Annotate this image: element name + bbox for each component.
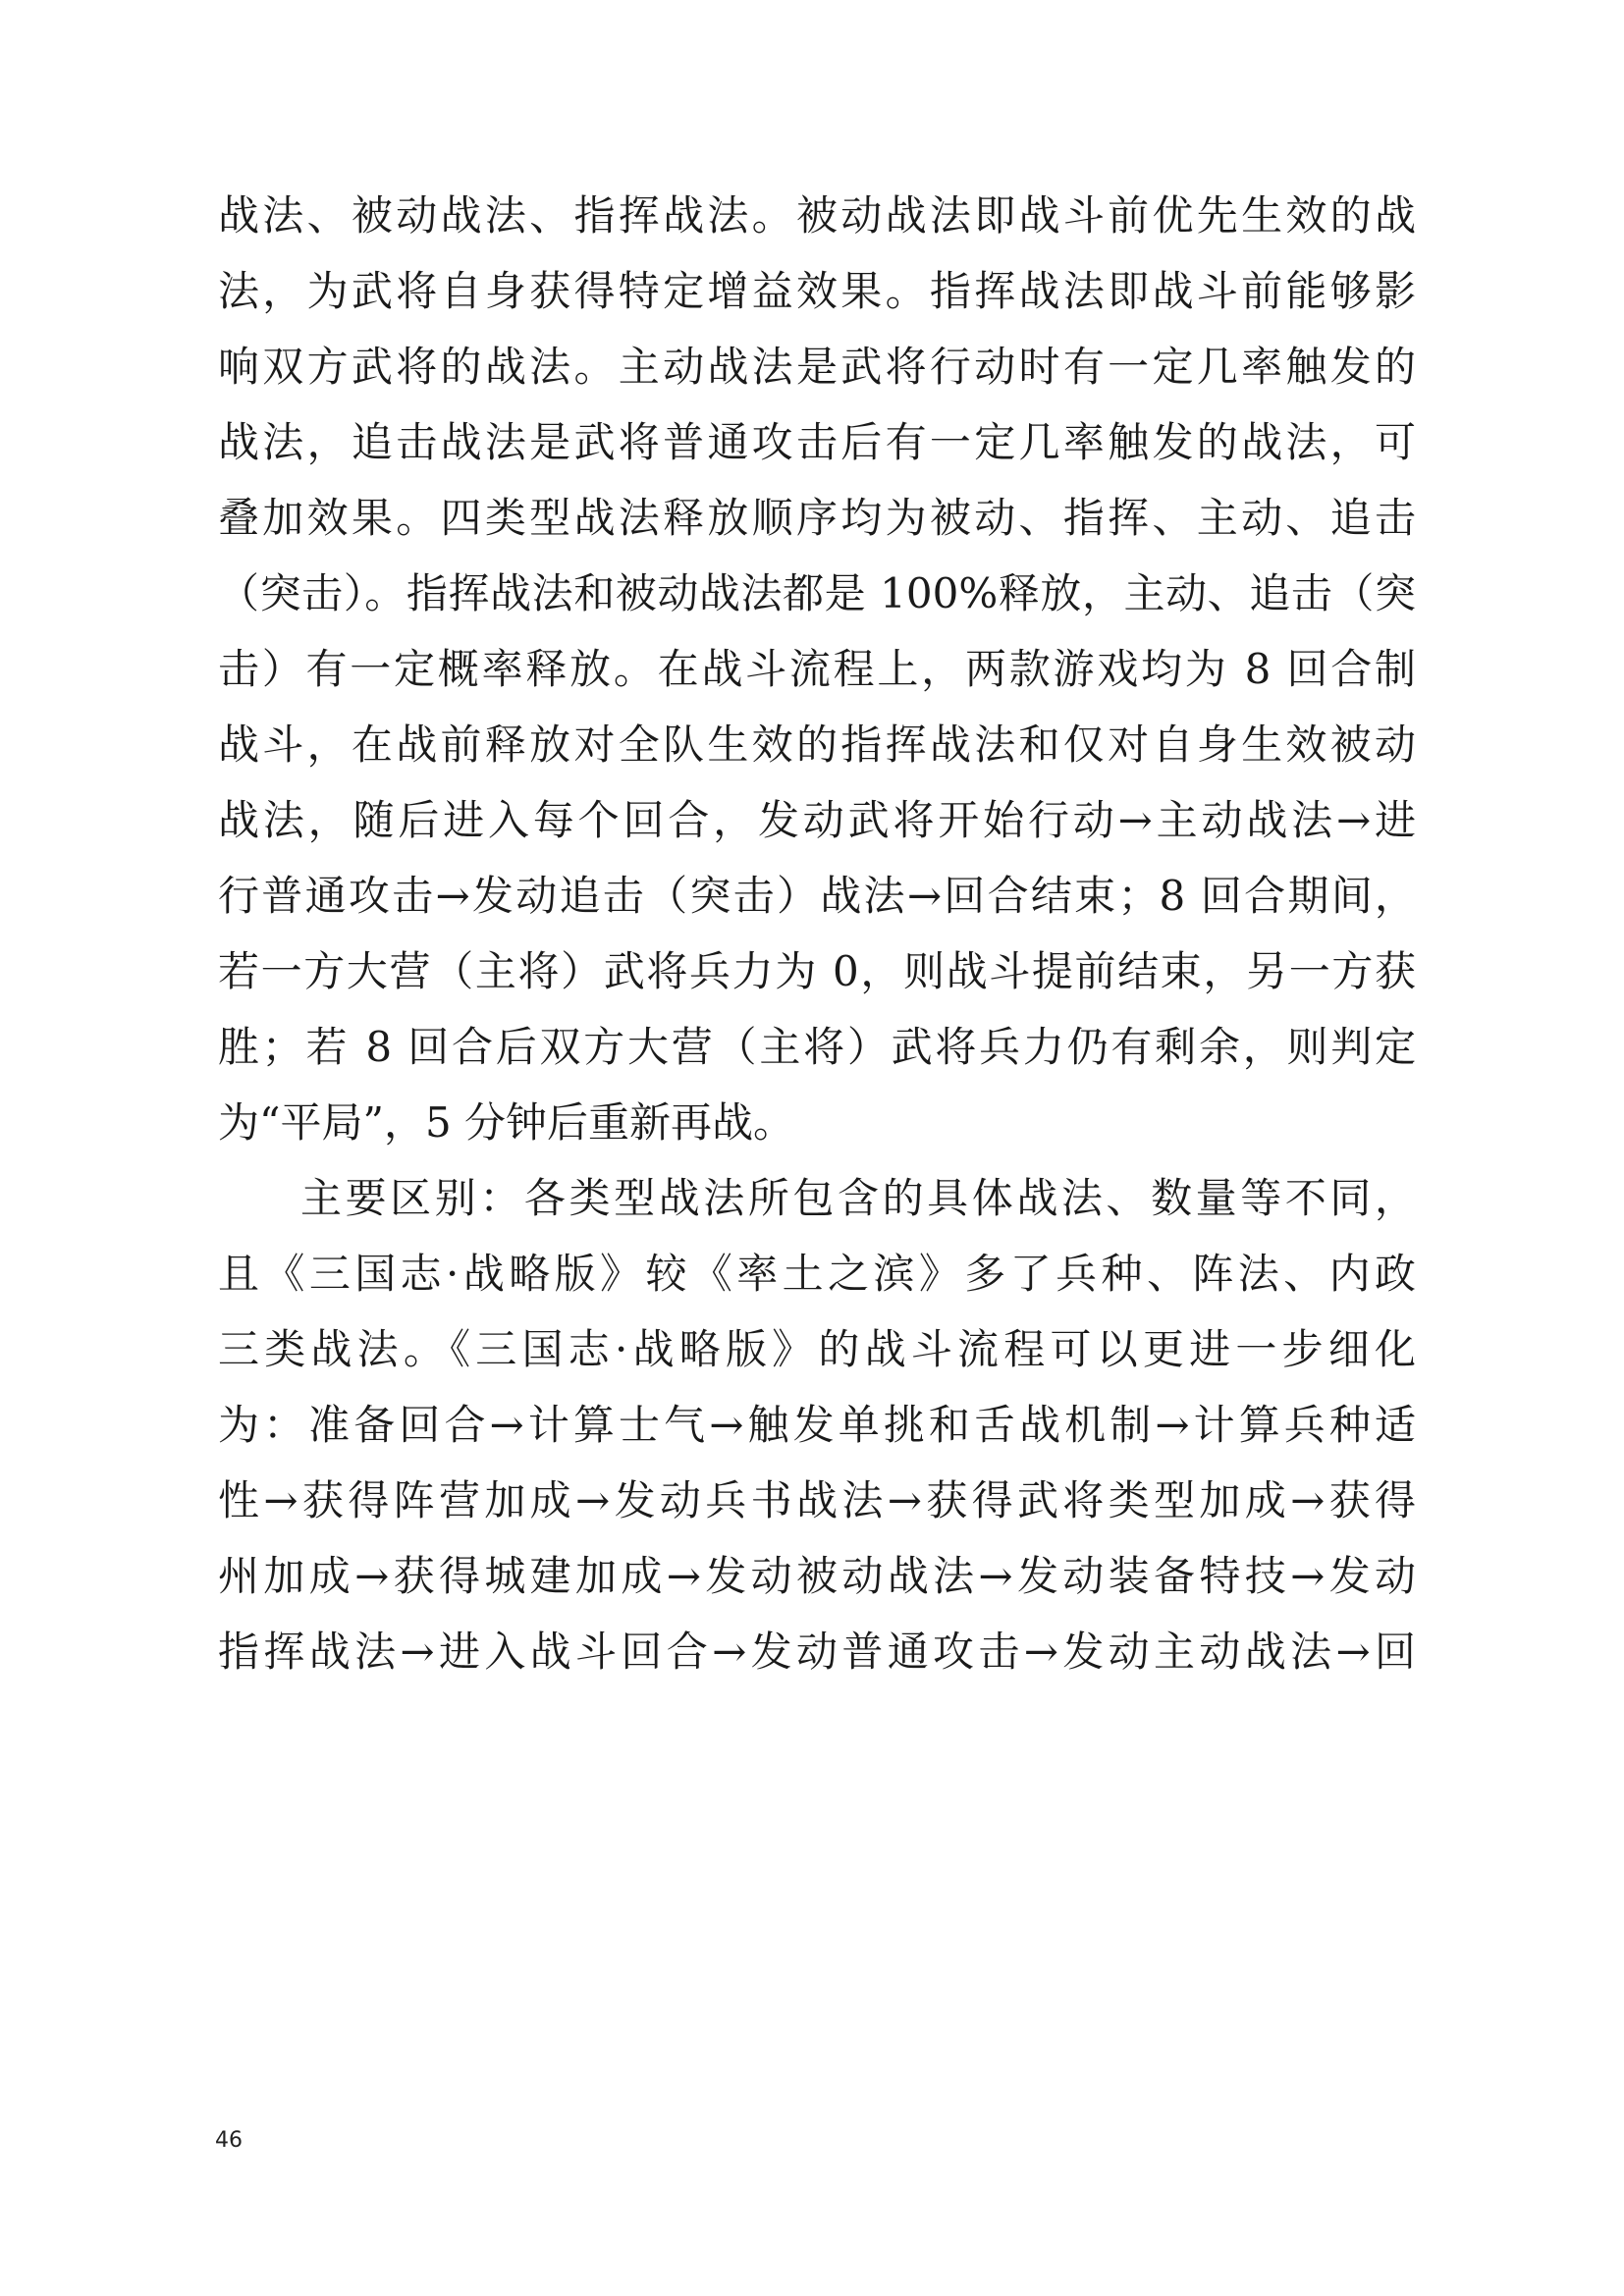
text-line: （突击）。指挥战法和被动战法都是 100%释放，主动、追击（突 — [218, 569, 1416, 617]
text-line: 三类战法。《三国志·战略版》的战斗流程可以更进一步细化 — [218, 1325, 1416, 1373]
text-line: 若一方大营（主将）武将兵力为 0，则战斗提前结束，另一方获 — [218, 947, 1416, 995]
text-line: 性→获得阵营加成→发动兵书战法→获得武将类型加成→获得 — [218, 1476, 1416, 1524]
text-line: 州加成→获得城建加成→发动被动战法→发动装备特技→发动 — [218, 1552, 1416, 1600]
text-line: 胜；若 8 回合后双方大营（主将）武将兵力仍有剩余，则判定 — [218, 1023, 1416, 1071]
text-line: 叠加效果。四类型战法释放顺序均为被动、指挥、主动、追击 — [218, 494, 1416, 542]
text-line: 战法、被动战法、指挥战法。被动战法即战斗前优先生效的战 — [218, 191, 1416, 240]
text-line: 战法，追击战法是武将普通攻击后有一定几率触发的战法，可 — [218, 418, 1416, 466]
text-line: 指挥战法→进入战斗回合→发动普通攻击→发动主动战法→回 — [218, 1628, 1416, 1676]
text-line: 为：准备回合→计算士气→触发单挑和舌战机制→计算兵种适 — [218, 1401, 1416, 1449]
text-line: 战法，随后进入每个回合，发动武将开始行动→主动战法→进 — [218, 796, 1416, 844]
text-line: 为“平局”，5 分钟后重新再战。 — [218, 1098, 795, 1147]
text-line: 响双方武将的战法。主动战法是武将行动时有一定几率触发的 — [218, 343, 1416, 391]
text-line: 击）有一定概率释放。在战斗流程上，两款游戏均为 8 回合制 — [218, 645, 1416, 693]
text-line: 主要区别：各类型战法所包含的具体战法、数量等不同， — [300, 1174, 1416, 1222]
text-line: 法，为武将自身获得特定增益效果。指挥战法即战斗前能够影 — [218, 267, 1416, 315]
text-line: 且《三国志·战略版》较《率土之滨》多了兵种、阵法、内政 — [218, 1250, 1416, 1298]
text-line: 行普通攻击→发动追击（突击）战法→回合结束；8 回合期间， — [218, 872, 1416, 920]
page-number: 46 — [215, 2128, 243, 2153]
text-line: 战斗，在战前释放对全队生效的指挥战法和仅对自身生效被动 — [218, 721, 1416, 769]
